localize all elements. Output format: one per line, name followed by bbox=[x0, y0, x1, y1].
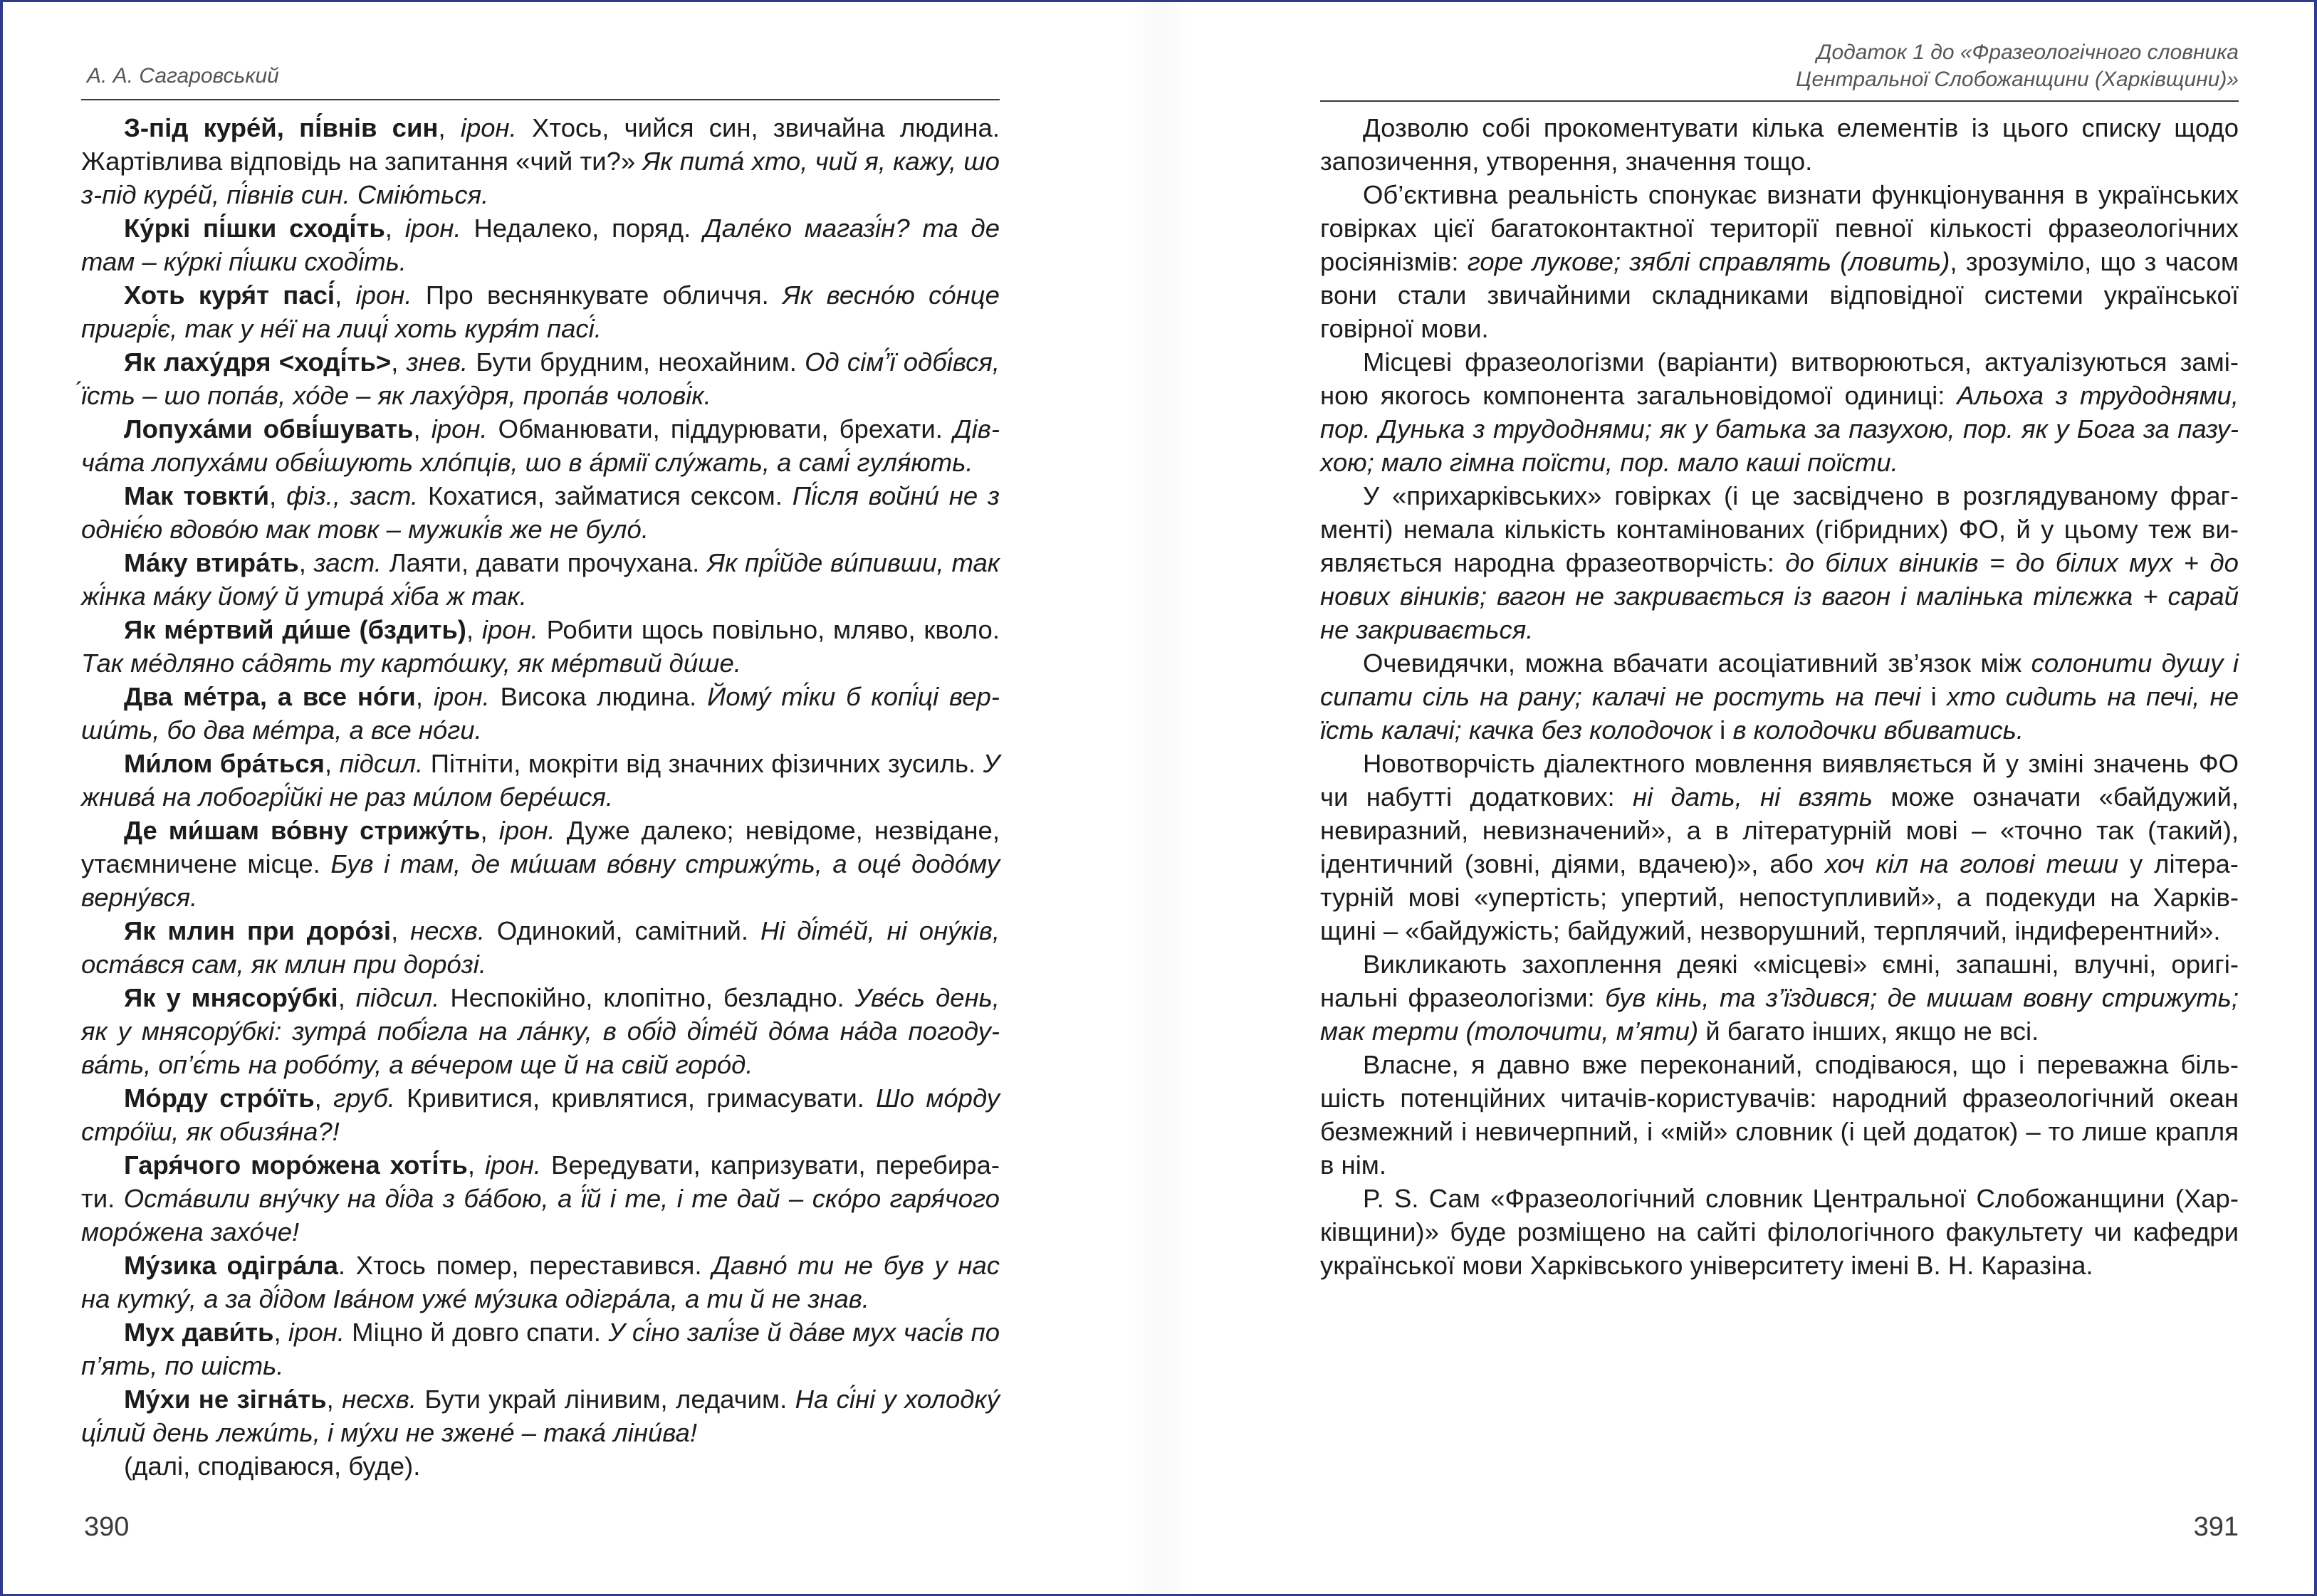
left-page-text bbox=[81, 111, 1000, 1483]
left-running-head: А. А. Сагаровський bbox=[87, 64, 279, 88]
entry-italic-text: несхв. bbox=[342, 1385, 417, 1414]
entry-text: Одинокий, самітний. bbox=[496, 916, 749, 945]
dictionary-entry: Ку́ркі пі́шки сході́ть, ірон. Недалеко, поряд. Дале́ко магазі́н? та де там – ку́ркі пі́шки сході́ть. bbox=[81, 214, 1000, 276]
left-page bbox=[81, 2, 1000, 1594]
entry-italic-text: Ні ді́те́й, ні ону́ків, оста́вся сам, як млин при доро́зі. bbox=[81, 916, 1000, 979]
entry-headword: З-під куре́й, пі́внів син bbox=[124, 113, 439, 142]
commentary-text: у літера-турній мові «упертість; упертий, непоступливий», а подекуди на Харків-щині – «байдужість; байдужий, незворушний, терплячий, індиферентний». bbox=[1320, 849, 2239, 945]
entry-text: . Хтось помер, переставився. bbox=[338, 1251, 702, 1280]
right-running-head-line2: Центральної Слобожанщини (Харківщини)» bbox=[1796, 68, 2239, 91]
entry-italic-text: підсил. bbox=[355, 983, 440, 1012]
entry-italic-text: ірон. bbox=[485, 1150, 541, 1180]
right-page bbox=[1320, 2, 2239, 1594]
entry-text: Пітніти, мокріти від значних фізичних зусиль. bbox=[430, 749, 976, 778]
entry-headword: Як у мнясору́бкі bbox=[124, 983, 338, 1012]
entry-text: Обманювати, піддурювати, брехати. bbox=[498, 414, 943, 443]
dictionary-entry: Як ме́ртвий ди́ше (бздить), ірон. Робити щось повільно, мляво, кволо. Так ме́дляно са́дять ту карто́шку, як ме́ртвий ди́ше. bbox=[81, 615, 1000, 678]
entry-italic-text: У сі́но залі́зе й да́ве мух часі́в по п’ять, по шість. bbox=[81, 1318, 1000, 1380]
commentary-italic-text: хоч кіл на голові теши bbox=[1824, 849, 2118, 878]
commentary-text: може означати «байдужий, невиразний, невизначений», а в літературній мові – «точно так (такий), ідентичний (зовні, діями, вдачею)», або bbox=[1320, 782, 2239, 878]
entry-headword: Ми́лом бра́ться bbox=[124, 749, 325, 778]
entry-headword: Де ми́шам во́вну стрижу́ть bbox=[124, 816, 481, 845]
entry-italic-text: Од сім’́ї одбі́вся, ́їсть – шо попа́в, хо́де – як лаху́дря, пропа́в чолові́к. bbox=[81, 347, 1000, 410]
commentary-paragraph bbox=[1320, 947, 2239, 1048]
dictionary-entry: Лопуха́ми обві́шувать, ірон. Обманювати, піддурювати, брехати. Дів-ча́та лопуха́ми обві́шують хло́пців, шо в а́рмії слу́жать, а самі́ гуля́ють. bbox=[81, 414, 1000, 477]
commentary-italic-text: був кінь, та з’їздився; де мишам вовну стрижуть; мак терти (толочити, м’яти) bbox=[1320, 983, 2239, 1046]
commentary-text: Новотворчість діалектного мовлення виявляється й у зміні значень ФО чи набутті додаткових: bbox=[1320, 749, 2239, 812]
commentary-italic-text: ні дать, ні взять bbox=[1632, 782, 1873, 812]
entry-text: Кохатися, займатися сексом. bbox=[428, 481, 783, 510]
entry-italic-text: На сі́ні у холодку́ ці́лий день лежи́ть, і му́хи не зжене́ – така́ ліни́ва! bbox=[81, 1385, 1000, 1447]
commentary-text: і bbox=[1720, 715, 1726, 745]
commentary-text: Викликають захоплення деякі «місцеві» ємні, запашні, влучні, оригі-нальні фразеологізми: bbox=[1320, 950, 2239, 1012]
commentary-text: P. S. Сам «Фразеологічний словник Центральної Слобожанщини (Хар-ківщини)» буде розміщено на сайті філологічного факультету чи кафедри української мови Харківського університету імені В. Н. Каразіна. bbox=[1320, 1184, 2239, 1280]
entry-headword: Ма́ку втира́ть bbox=[124, 548, 299, 577]
entry-italic-text: Оста́вили вну́чку на ді́да з ба́бою, а ї́й і те, і те дай – ско́ро гаря́чого моро́жена захо́че! bbox=[81, 1184, 1000, 1246]
left-page-number: 390 bbox=[84, 1512, 130, 1542]
entry-headword: Му́хи не зігна́ть bbox=[124, 1385, 327, 1414]
book-gutter bbox=[1128, 2, 1192, 1594]
left-header-rule bbox=[81, 99, 1000, 100]
entry-italic-text: Як пита́ хто, чий я, кажу, шо з-під куре́й, пі́внів син. Смію́ться. bbox=[81, 147, 1000, 209]
dictionary-entry: Як у мнясору́бкі, підсил. Неспокійно, клопітно, безладно. Уве́сь день, як у мнясору́бкі: зутра́ побі́гла на ла́нку, в обі́д ді́те́й до́ма на́да погоду-ва́ть, оп’є́ть на робо́ту, а ве́чером ще й на свій горо́д. bbox=[81, 983, 1000, 1079]
entry-text: Міцно й довго спати. bbox=[352, 1318, 601, 1347]
entry-italic-text: Так ме́дляно са́дять ту карто́шку, як ме́ртвий ди́ше. bbox=[81, 649, 741, 678]
entry-headword: Му́зика одігра́ла bbox=[124, 1251, 338, 1280]
entry-italic-text: Пі́сля войни́ не з одніє́ю вдово́ю мак товк – мужикі́в же не було́. bbox=[81, 481, 1000, 544]
dictionary-entry: Мак товкти́, фіз., заст. Кохатися, займатися сексом. Пі́сля войни́ не з одніє́ю вдово́ю мак товк – мужикі́в же не було́. bbox=[81, 481, 1000, 544]
entry-headword: Гаря́чого моро́жена хоті́ть bbox=[124, 1150, 468, 1180]
commentary-italic-text: в колодочки вбиватись. bbox=[1732, 715, 2024, 745]
commentary-paragraph bbox=[1320, 646, 2239, 747]
entry-headword: Ку́ркі пі́шки сході́ть bbox=[124, 214, 385, 243]
entry-italic-text: ірон. bbox=[288, 1318, 345, 1347]
entry-italic-text: ірон. bbox=[481, 615, 538, 644]
entry-headword: Мух дави́ть bbox=[124, 1318, 274, 1347]
entry-italic-text: Був і там, де ми́шам во́вну стрижу́ть, а оце́ додо́му верну́вся. bbox=[81, 849, 1000, 912]
entry-headword: Два ме́тра, а все но́ги bbox=[124, 682, 416, 711]
entry-italic-text: заст. bbox=[313, 548, 382, 577]
entry-text: Бути украй лінивим, ледачим. bbox=[424, 1385, 788, 1414]
entry-text: Кривитися, кривлятися, гримасувати. bbox=[407, 1083, 864, 1113]
commentary-text: Власне, я давно вже переконаний, сподіваюся, що і переважна біль-шість потенційних читачів-користувачів: народний фразеологічний океан безмежний і невичерпний, і «мій» словник (і цей додаток) – то лише крапля в нім. bbox=[1320, 1050, 2239, 1180]
entry-text: (далі, сподіваюся, буде). bbox=[124, 1451, 421, 1481]
entry-italic-text: Як прі́йде ви́пивши, так жі́нка ма́ку йому́ й утира́ хі́ба ж так. bbox=[81, 548, 1000, 611]
dictionary-entry: Му́хи не зігна́ть, несхв. Бути украй лінивим, ледачим. На сі́ні у холодку́ ці́лий день лежи́ть, і му́хи не зжене́ – така́ ліни́ва! bbox=[81, 1385, 1000, 1447]
commentary-paragraph bbox=[1320, 479, 2239, 646]
entry-italic-text: знев. bbox=[406, 347, 469, 377]
commentary-text: Дозволю собі прокоментувати кілька елементів із цього списку щодо запозичення, утворення, значення тощо. bbox=[1320, 113, 2239, 176]
commentary-paragraph bbox=[1320, 1048, 2239, 1182]
commentary-text: У «прихарківських» говірках (і це засвідчено в розглядуваному фраг-менті) немала кількість контамінованих (гібридних) ФО, й у цьому теж ви-являється народна фразеотворчість: bbox=[1320, 481, 2239, 577]
commentary-paragraph bbox=[1320, 111, 2239, 178]
commentary-italic-text: горе лукове; зяблі справлять (ловить) bbox=[1467, 247, 1950, 276]
dictionary-entry: Як лаху́дря <ході́ть>, знев. Бути брудним, неохайним. Од сім’́ї одбі́вся, ́їсть – шо попа́в, хо́де – як лаху́дря, пропа́в чолові́к. bbox=[81, 347, 1000, 410]
entry-text: Робити щось повільно, мляво, кволо. bbox=[546, 615, 1000, 644]
right-header-rule bbox=[1320, 100, 2239, 102]
commentary-text: Очевидячки, можна вбачати асоціативний зв’язок між bbox=[1363, 649, 2022, 678]
commentary-paragraph bbox=[1320, 178, 2239, 345]
entry-italic-text: фіз., заст. bbox=[286, 481, 419, 510]
dictionary-entry: Мо́рду стро́їть, груб. Кривитися, кривлятися, гримасувати. Шо мо́рду стро́їш, як обизя́на?! bbox=[81, 1083, 1000, 1146]
commentary-text: Об’єктивна реальність спонукає визнати функціонування в українських говірках цієї багатоконтактної території певної кількості фразеологічних росіянізмів: bbox=[1320, 180, 2239, 276]
commentary-paragraph bbox=[1320, 747, 2239, 947]
entry-text: Лаяти, давати прочухана. bbox=[389, 548, 700, 577]
dictionary-entry: Як млин при доро́зі, несхв. Одинокий, самітний. Ні ді́те́й, ні ону́ків, оста́вся сам, як млин при доро́зі. bbox=[81, 916, 1000, 979]
entry-italic-text: У жнива́ на лобогрі́йкі не раз ми́лом бере́шся. bbox=[81, 749, 1000, 812]
commentary-text: Місцеві фразеологізми (варіанти) витворюються, актуалізуються замі-ною якогось компонента загальновідомої одиниці: bbox=[1320, 347, 2239, 410]
entry-headword: Хоть куря́т пасі́ bbox=[124, 280, 335, 310]
entry-italic-text: Давно́ ти не був у нас на кутку́, а за ді́дом Іва́ном уже́ му́зика одігра́ла, а ти й не знав. bbox=[81, 1251, 1000, 1313]
entry-text: Про веснянкувате обличчя. bbox=[425, 280, 769, 310]
right-running-head bbox=[1796, 39, 2239, 93]
dictionary-entry: Ма́ку втира́ть, заст. Лаяти, давати прочухана. Як прі́йде ви́пивши, так жі́нка ма́ку йому́ й утира́ хі́ба ж так. bbox=[81, 548, 1000, 611]
entry-headword: Лопуха́ми обві́шувать bbox=[124, 414, 414, 443]
right-page-number: 391 bbox=[2193, 1512, 2239, 1542]
entry-italic-text: Шо мо́рду стро́їш, як обизя́на?! bbox=[81, 1083, 1000, 1146]
entry-headword: Як лаху́дря <ході́ть> bbox=[124, 347, 392, 377]
dictionary-entry bbox=[81, 1449, 1000, 1483]
entry-text: Неспокійно, клопітно, безладно. bbox=[450, 983, 844, 1012]
right-page-text bbox=[1320, 111, 2239, 1282]
entry-text: Недалеко, поряд. bbox=[474, 214, 691, 243]
entry-italic-text: Уве́сь день, як у мнясору́бкі: зутра́ побі́гла на ла́нку, в обі́д ді́те́й до́ма на́да погоду-ва́ть, оп’є́ть на робо́ту, а ве́чером ще й на свій горо́д. bbox=[81, 983, 1000, 1079]
entry-text: Бути брудним, неохайним. bbox=[476, 347, 797, 377]
dictionary-entry: З-під куре́й, пі́внів син, ірон. Хтось, чийся син, звичайна людина. Жартівлива відповідь на запитання «чий ти?» Як пита́ хто, чий я, кажу, шо з-під куре́й, пі́внів син. Смію́ться. bbox=[81, 113, 1000, 209]
entry-italic-text: груб. bbox=[333, 1083, 395, 1113]
entry-italic-text: Йому́ ті́ки б копі́ці вер-ши́ть, бо два ме́тра, а все но́ги. bbox=[81, 682, 1000, 745]
dictionary-entry: Гаря́чого моро́жена хоті́ть, ірон. Вередувати, капризувати, перебира-ти. Оста́вили вну́чку на ді́да з ба́бою, а ї́й і те, і те дай – ско́ро гаря́чого моро́жена захо́че! bbox=[81, 1150, 1000, 1246]
dictionary-entry: Ми́лом бра́ться, підсил. Пітніти, мокріти від значних фізичних зусиль. У жнива́ на лобогрі́йкі не раз ми́лом бере́шся. bbox=[81, 749, 1000, 812]
commentary-text: й багато інших, якщо не всі. bbox=[1705, 1017, 2039, 1046]
commentary-italic-text: солонити душу і сипати сіль на рану; калачі не ростуть на печі bbox=[1320, 649, 2239, 711]
entry-italic-text: ірон. bbox=[433, 682, 490, 711]
commentary-paragraph bbox=[1320, 345, 2239, 479]
entry-italic-text: Як весно́ю со́нце пригрі́є, так у не́ї на лиці́ хоть куря́т пасі́. bbox=[81, 280, 1000, 343]
entry-italic-text: ірон. bbox=[460, 113, 517, 142]
entry-italic-text: ірон. bbox=[498, 816, 555, 845]
commentary-italic-text: хто сидить на печі, не їсть калачі; качка без колодочок bbox=[1320, 682, 2239, 745]
entry-italic-text: несхв. bbox=[410, 916, 485, 945]
dictionary-entry: Мух дави́ть, ірон. Міцно й довго спати. У сі́но залі́зе й да́ве мух часі́в по п’ять, по шість. bbox=[81, 1318, 1000, 1380]
dictionary-entry: Хоть куря́т пасі́, ірон. Про веснянкувате обличчя. Як весно́ю со́нце пригрі́є, так у не́ї на лиці́ хоть куря́т пасі́. bbox=[81, 280, 1000, 343]
dictionary-entry: Де ми́шам во́вну стрижу́ть, ірон. Дуже далеко; невідоме, незвідане, утаємничене місце. Був і там, де ми́шам во́вну стрижу́ть, а оце́ додо́му верну́вся. bbox=[81, 816, 1000, 912]
right-running-head-line1: Додаток 1 до «Фразеологічного словника bbox=[1816, 41, 2239, 64]
entry-italic-text: підсил. bbox=[339, 749, 424, 778]
entry-text: Хтось, чийся син, звичайна людина. Жартівлива відповідь на запитання «чий ти?» bbox=[81, 113, 1000, 176]
entry-italic-text: ірон. bbox=[404, 214, 461, 243]
entry-headword: Мак товкти́ bbox=[124, 481, 270, 510]
entry-text: Вередувати, капризувати, перебира-ти. bbox=[81, 1150, 1000, 1213]
dictionary-entry bbox=[81, 1249, 1000, 1316]
entry-italic-text: Дале́ко магазі́н? та де там – ку́ркі пі́шки сході́ть. bbox=[81, 214, 1000, 276]
entry-headword: Як млин при доро́зі bbox=[124, 916, 392, 945]
entry-text: Дуже далеко; невідоме, незвідане, утаємничене місце. bbox=[81, 816, 1000, 878]
entry-italic-text: ірон. bbox=[431, 414, 488, 443]
entry-headword: Мо́рду стро́їть bbox=[124, 1083, 315, 1113]
commentary-paragraph bbox=[1320, 1182, 2239, 1282]
commentary-text: і bbox=[1930, 682, 1937, 711]
commentary-italic-text: Альоха з трудоднями, пор. Дунька з трудоднями; як у батька за пазухою, пор. як у Бога за пазу-хою; мало гімна поїсти, пор. мало каші поїсти. bbox=[1320, 381, 2239, 477]
entry-headword: Як ме́ртвий ди́ше (бздить) bbox=[124, 615, 466, 644]
entry-italic-text: Дів-ча́та лопуха́ми обві́шують хло́пців, шо в а́рмії слу́жать, а самі́ гуля́ють. bbox=[81, 414, 1000, 477]
commentary-text: , зрозуміло, що з часом вони стали звичайними складниками відповідної системи української говірної мови. bbox=[1320, 247, 2239, 343]
entry-italic-text: ірон. bbox=[355, 280, 412, 310]
dictionary-entry: Два ме́тра, а все но́ги, ірон. Висока людина. Йому́ ті́ки б копі́ці вер-ши́ть, бо два ме́тра, а все но́ги. bbox=[81, 682, 1000, 745]
commentary-italic-text: до білих віників = до білих мух + до нових віників; вагон не закривається із вагон і малінька тілєжка + сарай не закривається. bbox=[1320, 548, 2239, 644]
entry-text: Висока людина. bbox=[500, 682, 697, 711]
